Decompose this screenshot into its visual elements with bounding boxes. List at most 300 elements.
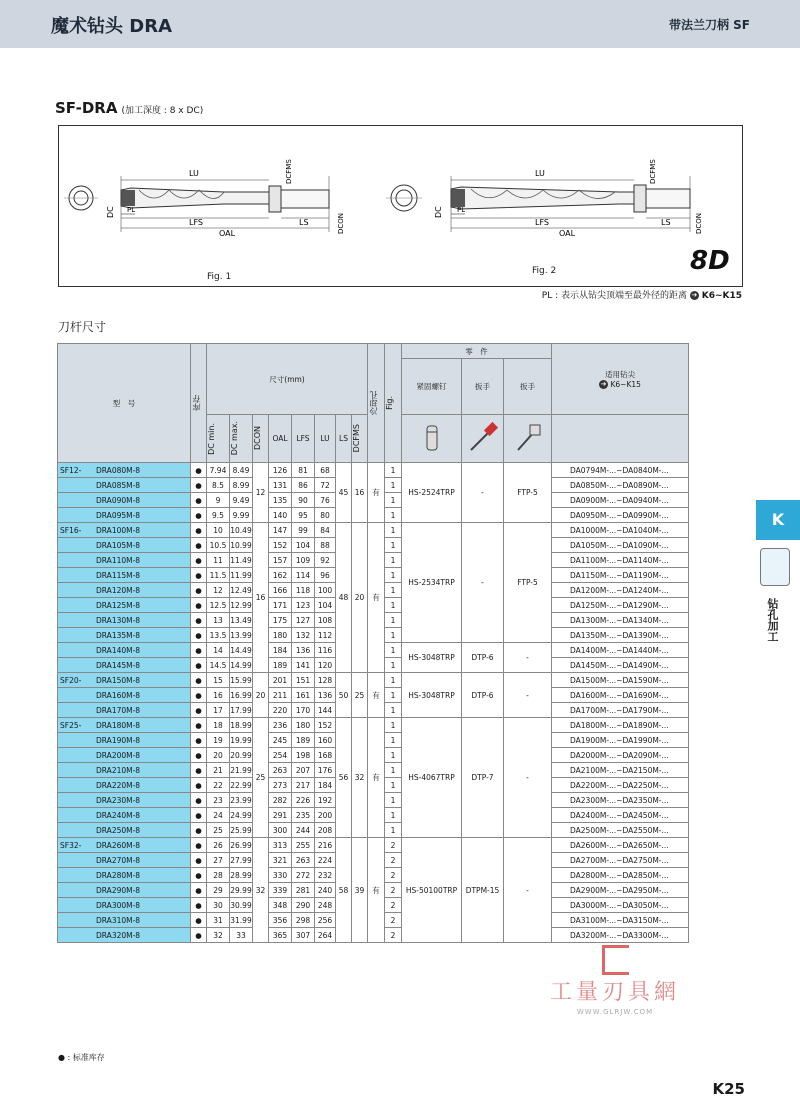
fig-cell: 1 (385, 538, 402, 553)
ls-cell: 45 (336, 463, 352, 523)
dcmin-cell: 14 (207, 643, 230, 658)
stock-cell: ● (191, 598, 207, 613)
oal-cell: 245 (269, 733, 292, 748)
fig-cell: 1 (385, 808, 402, 823)
fig-cell: 2 (385, 913, 402, 928)
model-cell (58, 883, 191, 898)
oal-cell: 157 (269, 553, 292, 568)
model-code: DRA130M-8 (96, 615, 141, 625)
pl-note (542, 288, 742, 301)
dcmax-cell: 19.99 (230, 733, 253, 748)
stock-cell: ● (191, 823, 207, 838)
fig2-lfs-label: LFS (535, 218, 549, 227)
tip-cell: DA1200M-...~DA1240M-... (552, 583, 689, 598)
shank-dimension-table (57, 343, 689, 943)
lu-cell: 104 (315, 598, 336, 613)
dcmax-cell: 30.99 (230, 898, 253, 913)
oal-cell: 201 (269, 673, 292, 688)
stock-cell: ● (191, 613, 207, 628)
tip-cell: DA1150M-...~DA1190M-... (552, 568, 689, 583)
tip-cell: DA2000M-...~DA2090M-... (552, 748, 689, 763)
fig-cell: 2 (385, 898, 402, 913)
lu-cell: 136 (315, 688, 336, 703)
tip-cell: DA0794M-...~DA0840M-... (552, 463, 689, 478)
stock-cell: ● (191, 733, 207, 748)
dcon-cell: 16 (253, 523, 269, 673)
dcmin-cell: 13 (207, 613, 230, 628)
model-code: DRA150M-8 (96, 675, 141, 685)
fig-cell: 1 (385, 733, 402, 748)
dcfms-cell: 39 (352, 838, 368, 943)
dcmin-cell: 32 (207, 928, 230, 943)
wrench2-cell: - (504, 643, 552, 673)
lfs-cell: 90 (292, 493, 315, 508)
model-cell (58, 673, 191, 688)
model-code: DRA310M-8 (96, 915, 141, 925)
tip-cell: DA2600M-...~DA2650M-... (552, 838, 689, 853)
col-header-dcfms (352, 415, 368, 463)
model-code: DRA270M-8 (96, 855, 141, 865)
lu-cell: 96 (315, 568, 336, 583)
dcmax-cell: 8.99 (230, 478, 253, 493)
pl-note-ref: K6~K15 (701, 291, 742, 301)
model-cell (58, 463, 191, 478)
lu-cell: 184 (315, 778, 336, 793)
wrench1-cell: DTP-6 (462, 643, 504, 673)
lu-cell: 68 (315, 463, 336, 478)
oal-cell: 282 (269, 793, 292, 808)
watermark-url: WWW.GLRJW.COM (576, 1008, 654, 1016)
model-cell (58, 478, 191, 493)
dcon-header-text: DCON (253, 426, 262, 451)
table-row (58, 523, 689, 538)
dcmax-cell: 26.99 (230, 838, 253, 853)
coolant-cell: 有 (368, 463, 385, 523)
lfs-cell: 290 (292, 898, 315, 913)
oal-cell: 220 (269, 703, 292, 718)
model-code: DRA240M-8 (96, 810, 141, 820)
coolant-cell: 有 (368, 673, 385, 718)
dcfms-cell: 20 (352, 523, 368, 673)
footnote: ● : 标准库存 (58, 1053, 105, 1062)
dcmax-cell: 12.99 (230, 598, 253, 613)
tip-cell: DA2900M-...~DA2950M-... (552, 883, 689, 898)
dcmin-cell: 21 (207, 763, 230, 778)
dcmax-cell: 20.99 (230, 748, 253, 763)
stock-cell: ● (191, 838, 207, 853)
fig-cell: 1 (385, 583, 402, 598)
fig1-ls-label: LS (299, 218, 309, 227)
col-header-stock (191, 344, 207, 463)
oal-cell: 291 (269, 808, 292, 823)
model-code: DRA125M-8 (96, 600, 141, 610)
section-tab-k[interactable]: K (756, 500, 800, 540)
col-header-wrench2: 扳手 (504, 359, 552, 415)
col-header-coolant (368, 344, 385, 463)
lfs-cell: 114 (292, 568, 315, 583)
fig1-tip (121, 190, 135, 206)
model-cell (58, 898, 191, 913)
model-cell (58, 718, 191, 733)
model-code: DRA280M-8 (96, 870, 141, 880)
col-header-lfs: LFS (292, 415, 315, 463)
oal-cell: 356 (269, 913, 292, 928)
dcmax-cell: 14.99 (230, 658, 253, 673)
model-cell (58, 703, 191, 718)
fig-cell: 1 (385, 658, 402, 673)
lfs-cell: 170 (292, 703, 315, 718)
dcmin-cell: 29 (207, 883, 230, 898)
stock-cell: ● (191, 568, 207, 583)
lu-cell: 208 (315, 823, 336, 838)
model-cell (58, 808, 191, 823)
col-header-screw: 紧固螺钉 (402, 359, 462, 415)
model-code: DRA250M-8 (96, 825, 141, 835)
dcon-cell: 20 (253, 673, 269, 718)
wrench2-cell: - (504, 838, 552, 943)
fig-cell: 2 (385, 883, 402, 898)
oal-cell: 184 (269, 643, 292, 658)
col-header-dcmin (207, 415, 230, 463)
stock-cell: ● (191, 793, 207, 808)
dcmax-cell: 8.49 (230, 463, 253, 478)
stock-cell: ● (191, 928, 207, 943)
lfs-cell: 189 (292, 733, 315, 748)
stock-cell: ● (191, 673, 207, 688)
header-bar (0, 0, 800, 48)
oal-cell: 321 (269, 853, 292, 868)
table-row (58, 838, 689, 853)
dcfms-cell: 32 (352, 718, 368, 838)
fig1-shank (281, 190, 329, 208)
dcmax-cell: 13.99 (230, 628, 253, 643)
dcmin-cell: 13.5 (207, 628, 230, 643)
screw-icon (402, 415, 462, 463)
lfs-cell: 104 (292, 538, 315, 553)
screwdriver-icon (462, 415, 504, 463)
stock-cell: ● (191, 778, 207, 793)
wrench1-cell: - (462, 523, 504, 643)
model-code: DRA095M-8 (96, 510, 141, 520)
key-wrench-icon (504, 415, 552, 463)
model-cell (58, 523, 191, 538)
wrench1-cell: DTP-6 (462, 673, 504, 718)
lfs-cell: 307 (292, 928, 315, 943)
fig2-pl-label: PL (457, 206, 466, 214)
tip-cell: DA2500M-...~DA2550M-... (552, 823, 689, 838)
model-cell (58, 748, 191, 763)
fig-cell: 1 (385, 748, 402, 763)
screw-cell: HS-3048TRP (402, 673, 462, 718)
tip-cell: DA1450M-...~DA1490M-... (552, 658, 689, 673)
section-title-text: SF-DRA (55, 99, 118, 117)
fig1-label: Fig. 1 (207, 272, 232, 282)
lu-cell: 88 (315, 538, 336, 553)
lfs-cell: 235 (292, 808, 315, 823)
oal-cell: 135 (269, 493, 292, 508)
stock-cell: ● (191, 703, 207, 718)
oal-cell: 236 (269, 718, 292, 733)
lfs-cell: 109 (292, 553, 315, 568)
lu-cell: 200 (315, 808, 336, 823)
lfs-cell: 136 (292, 643, 315, 658)
model-code: DRA115M-8 (96, 570, 141, 580)
fig-cell: 1 (385, 703, 402, 718)
fig-cell: 1 (385, 598, 402, 613)
model-cell (58, 838, 191, 853)
fig-cell: 1 (385, 688, 402, 703)
oal-cell: 273 (269, 778, 292, 793)
tip-cell: DA0950M-...~DA0990M-... (552, 508, 689, 523)
model-code: DRA145M-8 (96, 660, 141, 670)
dcmin-cell: 17 (207, 703, 230, 718)
tip-cell: DA0900M-...~DA0940M-... (552, 493, 689, 508)
dcmin-cell: 8.5 (207, 478, 230, 493)
lu-cell: 84 (315, 523, 336, 538)
fig1-dcon-label: DCON (337, 212, 345, 234)
dcmin-cell: 9 (207, 493, 230, 508)
col-header-dims: 尺寸(mm) (207, 344, 368, 415)
model-code: DRA105M-8 (96, 540, 141, 550)
oal-cell: 254 (269, 748, 292, 763)
model-cell (58, 793, 191, 808)
oal-cell: 175 (269, 613, 292, 628)
category-label: 带法兰刀柄 SF (668, 18, 750, 32)
wrench1-cell: - (462, 463, 504, 523)
dcon-cell: 25 (253, 718, 269, 838)
stock-cell: ● (191, 853, 207, 868)
page-title: 魔术钻头 DRA (51, 16, 172, 37)
lfs-cell: 123 (292, 598, 315, 613)
dcmin-cell: 15 (207, 673, 230, 688)
drill-diagram (59, 126, 742, 286)
fig2-label: Fig. 2 (532, 266, 557, 276)
col-header-oal: OAL (269, 415, 292, 463)
fig1-drill-body (121, 188, 269, 208)
model-code: DRA085M-8 (96, 480, 141, 490)
tip-cell: DA2400M-...~DA2450M-... (552, 808, 689, 823)
fig1-pl-label: PL (127, 206, 136, 214)
lu-cell: 224 (315, 853, 336, 868)
lu-cell: 72 (315, 478, 336, 493)
oal-cell: 131 (269, 478, 292, 493)
fig2-lu-label: LU (535, 169, 545, 178)
lfs-cell: 226 (292, 793, 315, 808)
dcmin-cell: 11 (207, 553, 230, 568)
tip-header-text: 适用钻尖 (605, 369, 635, 379)
fig2-tip (451, 189, 465, 207)
dcmax-cell: 9.99 (230, 508, 253, 523)
series-label: SF16- (60, 525, 82, 535)
model-code: DRA290M-8 (96, 885, 141, 895)
fig1-lu-label: LU (189, 169, 199, 178)
oal-cell: 166 (269, 583, 292, 598)
lfs-cell: 244 (292, 823, 315, 838)
fig2-dc-label: DC (434, 206, 443, 218)
lfs-cell: 217 (292, 778, 315, 793)
lfs-cell: 86 (292, 478, 315, 493)
lu-cell: 92 (315, 553, 336, 568)
model-cell (58, 508, 191, 523)
fig2-dcfms-label: DCFMS (649, 159, 657, 184)
oal-cell: 330 (269, 868, 292, 883)
stock-cell: ● (191, 763, 207, 778)
fig2-dcon-label: DCON (695, 212, 703, 234)
dcmax-cell: 24.99 (230, 808, 253, 823)
model-cell (58, 763, 191, 778)
lfs-cell: 132 (292, 628, 315, 643)
dcmax-cell: 33 (230, 928, 253, 943)
tip-cell: DA1500M-...~DA1590M-... (552, 673, 689, 688)
model-cell (58, 628, 191, 643)
tip-header-ref (552, 380, 688, 390)
stock-cell: ● (191, 493, 207, 508)
col-header-wrench1: 扳手 (462, 359, 504, 415)
tip-cell: DA1250M-...~DA1290M-... (552, 598, 689, 613)
model-cell (58, 598, 191, 613)
table-body (58, 463, 689, 943)
dcmin-cell: 23 (207, 793, 230, 808)
stock-header-text: 库存 (192, 395, 201, 411)
model-code: DRA140M-8 (96, 645, 141, 655)
tip-cell: DA1100M-...~DA1140M-... (552, 553, 689, 568)
lfs-cell: 141 (292, 658, 315, 673)
model-cell (58, 538, 191, 553)
stock-cell: ● (191, 748, 207, 763)
col-header-dcon (253, 415, 269, 463)
tip-ref-text: K6~K15 (610, 379, 641, 389)
tip-cell: DA1300M-...~DA1340M-... (552, 613, 689, 628)
lu-cell: 264 (315, 928, 336, 943)
stock-cell: ● (191, 913, 207, 928)
dcmin-cell: 10 (207, 523, 230, 538)
oal-cell: 300 (269, 823, 292, 838)
fig-header-text: Fig. (385, 396, 394, 410)
lfs-cell: 198 (292, 748, 315, 763)
fig-cell: 1 (385, 568, 402, 583)
dcmax-cell: 21.99 (230, 763, 253, 778)
dcmin-cell: 7.94 (207, 463, 230, 478)
coolant-cell: 有 (368, 838, 385, 943)
model-cell (58, 613, 191, 628)
fig-cell: 2 (385, 853, 402, 868)
model-code: DRA090M-8 (96, 495, 141, 505)
lu-cell: 176 (315, 763, 336, 778)
coolant-cell: 有 (368, 523, 385, 673)
dcmax-cell: 23.99 (230, 793, 253, 808)
model-cell (58, 643, 191, 658)
model-code: DRA120M-8 (96, 585, 141, 595)
dcmax-cell: 17.99 (230, 703, 253, 718)
fig-cell: 1 (385, 523, 402, 538)
model-cell (58, 583, 191, 598)
dcmin-cell: 30 (207, 898, 230, 913)
model-code: DRA300M-8 (96, 900, 141, 910)
series-label: SF12- (60, 465, 82, 475)
dcmax-cell: 22.99 (230, 778, 253, 793)
dcmin-cell: 11.5 (207, 568, 230, 583)
dcmin-cell: 24 (207, 808, 230, 823)
lu-cell: 116 (315, 643, 336, 658)
stock-cell: ● (191, 553, 207, 568)
tip-cell: DA1600M-...~DA1690M-... (552, 688, 689, 703)
dcmax-cell: 18.99 (230, 718, 253, 733)
fig-cell: 1 (385, 613, 402, 628)
page-number: K25 (712, 1080, 745, 1098)
lu-cell: 216 (315, 838, 336, 853)
dcfms-cell: 25 (352, 673, 368, 718)
drilling-icon (760, 548, 790, 586)
lfs-cell: 281 (292, 883, 315, 898)
lu-cell: 168 (315, 748, 336, 763)
dcmax-cell: 11.49 (230, 553, 253, 568)
model-code: DRA100M-8 (96, 525, 141, 535)
tip-cell: DA1350M-...~DA1390M-... (552, 628, 689, 643)
dcmax-cell: 12.49 (230, 583, 253, 598)
stock-cell: ● (191, 883, 207, 898)
dcmin-cell: 14.5 (207, 658, 230, 673)
table-row (58, 718, 689, 733)
screw-cell: HS-4067TRP (402, 718, 462, 838)
fig2-oal-label: OAL (559, 229, 576, 238)
dcmax-cell: 27.99 (230, 853, 253, 868)
section-note: (加工深度 : 8 x DC) (121, 106, 204, 116)
oal-cell: 152 (269, 538, 292, 553)
stock-cell: ● (191, 538, 207, 553)
tip-cell: DA1000M-...~DA1040M-... (552, 523, 689, 538)
lfs-cell: 151 (292, 673, 315, 688)
tip-cell: DA2800M-...~DA2850M-... (552, 868, 689, 883)
dcmin-header-text: DC min. (207, 422, 216, 455)
stock-cell: ● (191, 508, 207, 523)
model-cell (58, 553, 191, 568)
dcmax-cell: 29.99 (230, 883, 253, 898)
lfs-cell: 263 (292, 853, 315, 868)
dcmin-cell: 9.5 (207, 508, 230, 523)
tip-cell: DA2300M-...~DA2350M-... (552, 793, 689, 808)
lfs-cell: 127 (292, 613, 315, 628)
tip-cell: DA2700M-...~DA2750M-... (552, 853, 689, 868)
wrench1-cell: DTP-7 (462, 718, 504, 838)
model-cell (58, 568, 191, 583)
lu-cell: 248 (315, 898, 336, 913)
col-header-model: 型 号 (58, 344, 191, 463)
oal-cell: 147 (269, 523, 292, 538)
lu-cell: 152 (315, 718, 336, 733)
fig-cell: 1 (385, 673, 402, 688)
oal-cell: 263 (269, 763, 292, 778)
fig2-ls-label: LS (661, 218, 671, 227)
dcmax-header-text: DC max. (230, 421, 239, 456)
stock-cell: ● (191, 463, 207, 478)
watermark-text: 工量刃具網 (549, 980, 680, 1005)
stock-cell: ● (191, 898, 207, 913)
lu-cell: 108 (315, 613, 336, 628)
table-title: 刀杆尺寸 (58, 320, 107, 334)
model-cell (58, 913, 191, 928)
oal-cell: 162 (269, 568, 292, 583)
model-cell (58, 928, 191, 943)
model-code: DRA230M-8 (96, 795, 141, 805)
wrench2-cell: FTP-5 (504, 523, 552, 643)
dcmin-cell: 25 (207, 823, 230, 838)
fig-cell: 1 (385, 793, 402, 808)
coolant-cell: 有 (368, 718, 385, 838)
model-code: DRA200M-8 (96, 750, 141, 760)
dcmin-cell: 18 (207, 718, 230, 733)
model-cell (58, 493, 191, 508)
depth-badge: 8D (690, 246, 730, 276)
